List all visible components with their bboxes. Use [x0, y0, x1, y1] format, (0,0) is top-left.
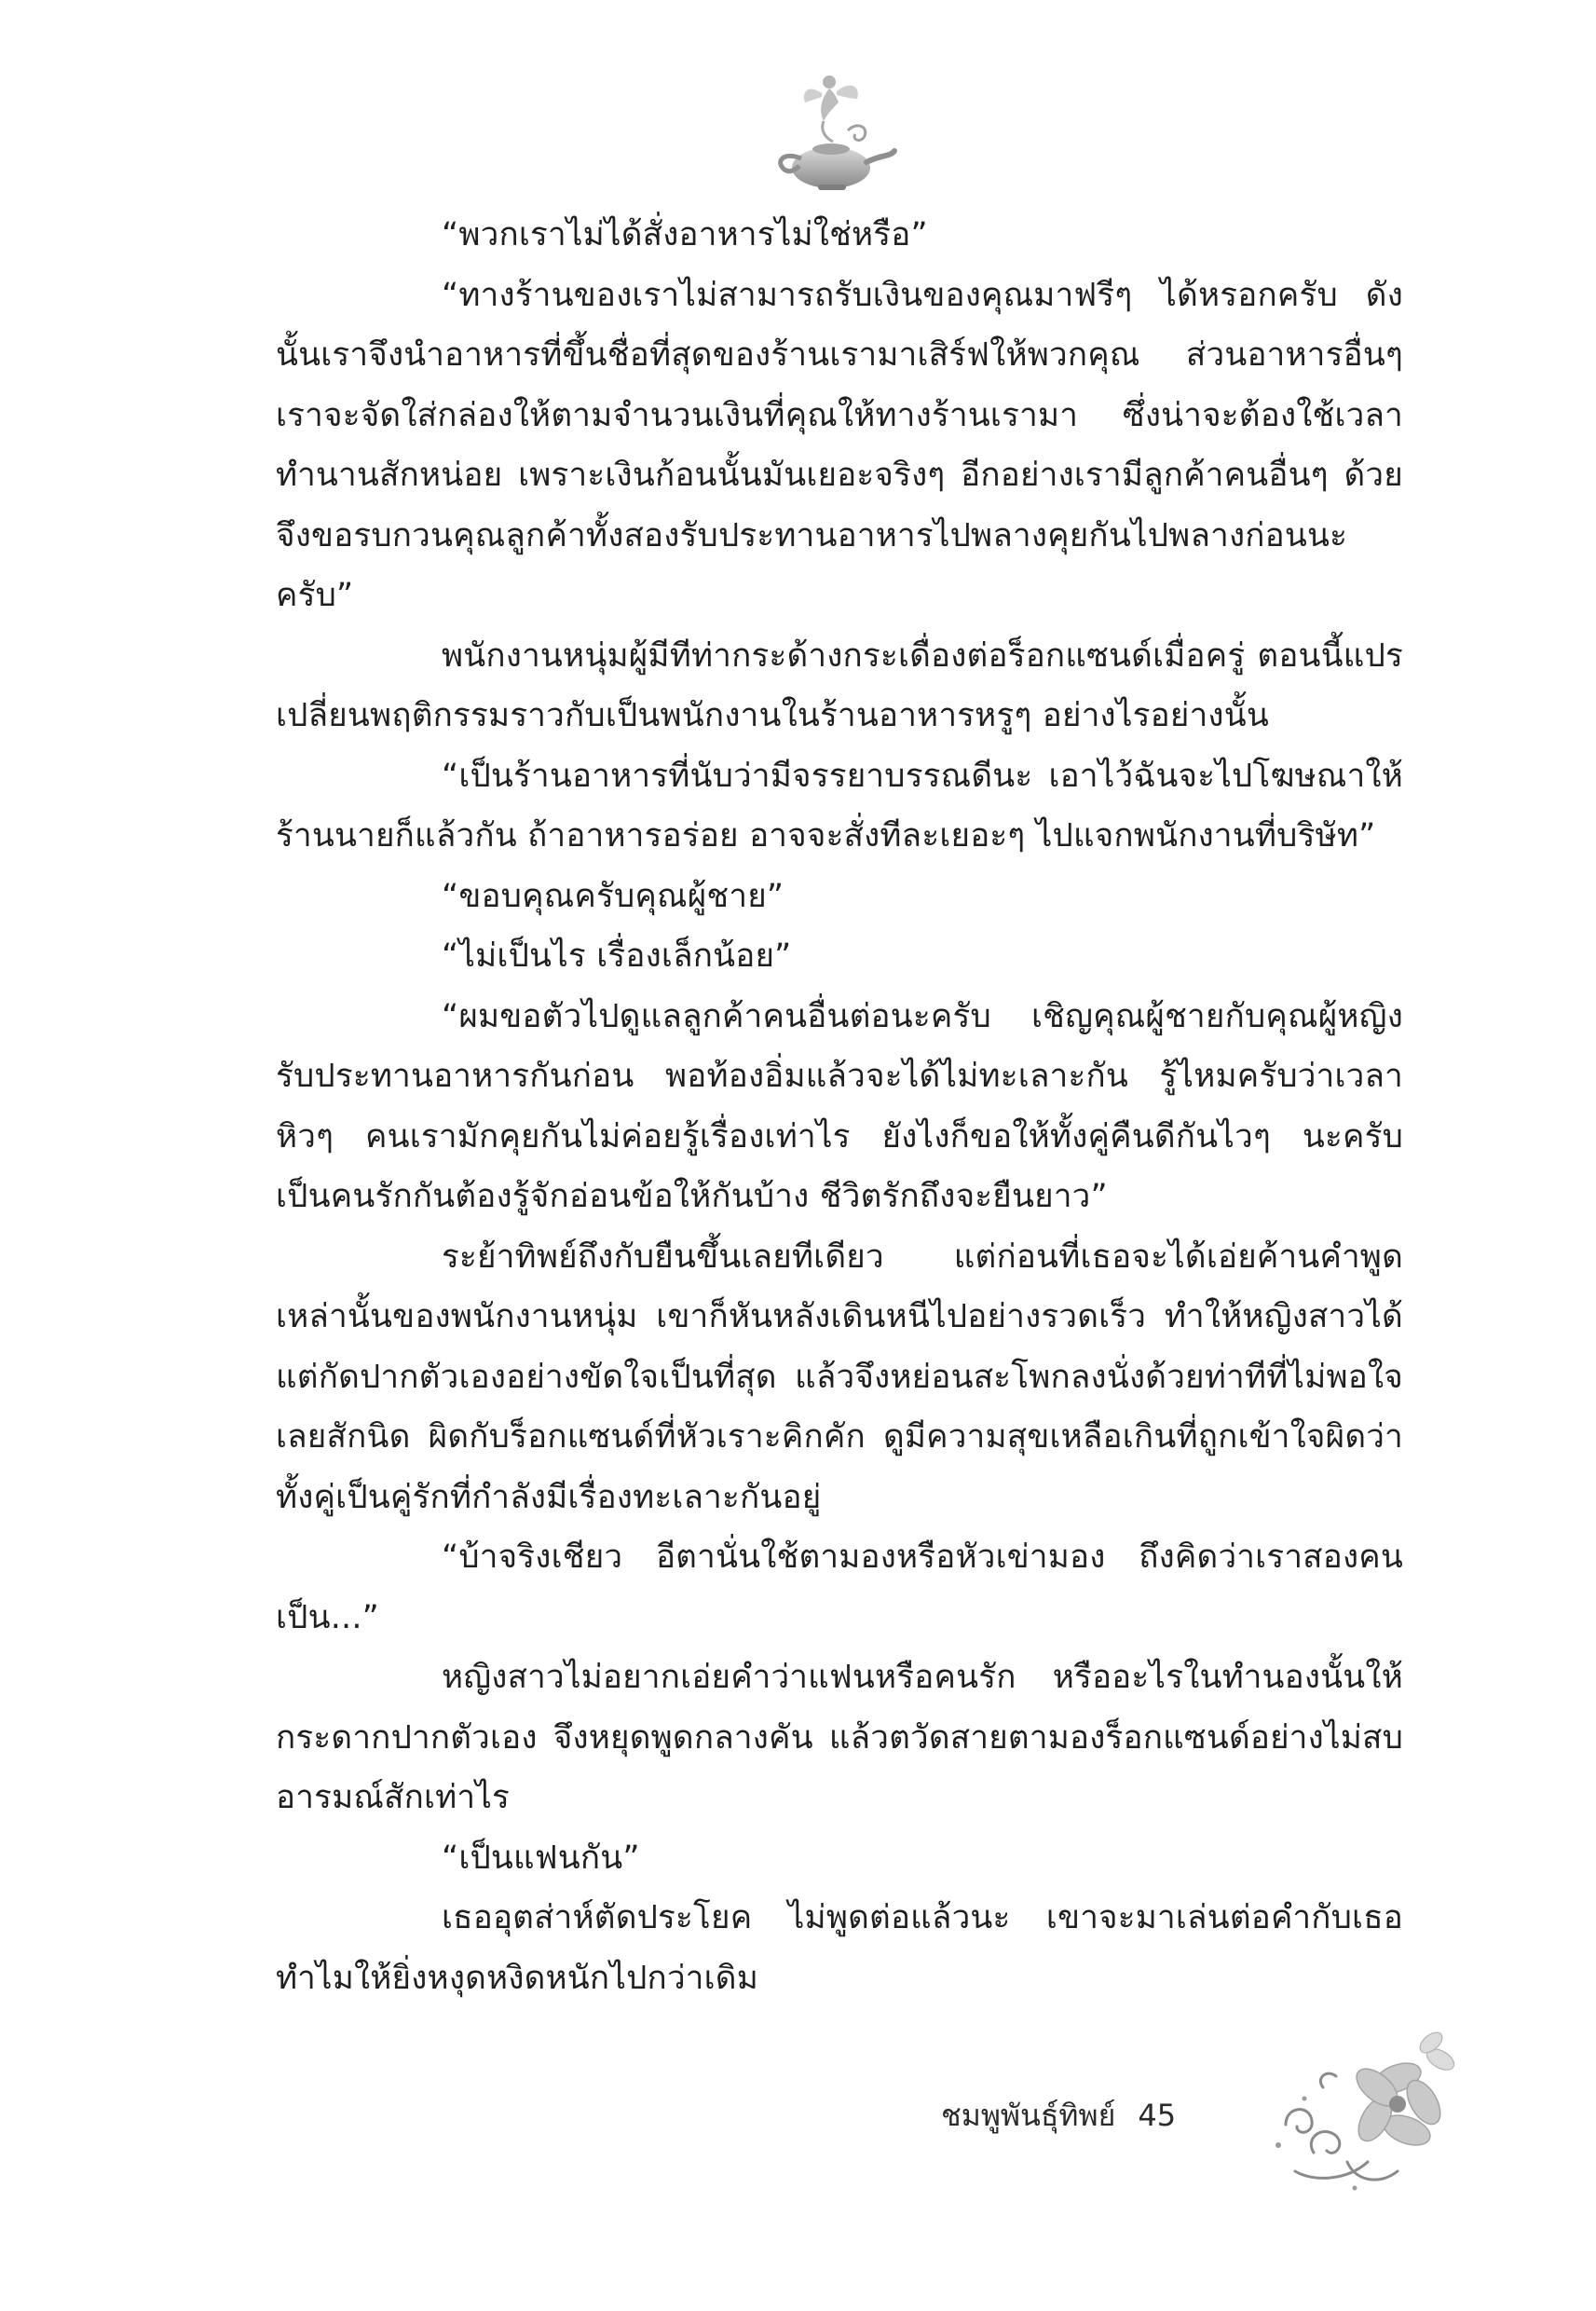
paragraph: หญิงสาวไม่อยากเอ่ยคำว่าแฟนหรือคนรัก หรืออะไรในทำนองนั้นให้กระดากปากตัวเอง จึงหยุดพูดกลางคัน แล้วตวัดสายตามองร็อกแซนด์อย่างไม่สบอารมณ์สักเท่าไร — [276, 1659, 1403, 1816]
paragraph: “ขอบคุณครับคุณผู้ชาย” — [442, 877, 784, 915]
story-text — [276, 205, 1403, 2008]
paragraph: “ผมขอตัวไปดูแลลูกค้าคนอื่นต่อนะครับ เชิญคุณผู้ชายกับคุณผู้หญิงรับประทานอาหารกันก่อน พอท้องอิ่มแล้วจะได้ไม่ทะเลาะกัน รู้ไหมครับว่าเวลาหิวๆ คนเรามักคุยกันไม่ค่อยรู้เรื่องเท่าไร ยังไงก็ขอให้ทั้งคู่คืนดีกันไวๆ นะครับ เป็นคนรักกันต้องรู้จักอ่อนข้อให้กันบ้าง ชีวิตรักถึงจะยืนยาว” — [276, 997, 1403, 1215]
teapot-fairy-icon — [764, 65, 904, 205]
page-footer — [941, 2097, 1176, 2134]
paragraph: “บ้าจริงเชียว อีตานั่นใช้ตามองหรือหัวเข่ามอง ถึงคิดว่าเราสองคนเป็น...” — [276, 1538, 1403, 1636]
paragraph: ระย้าทิพย์ถึงกับยืนขึ้นเลยทีเดียว แต่ก่อนที่เธอจะได้เอ่ยค้านคำพูดเหล่านั้นของพนักงานหนุ่ม เขาก็หันหลังเดินหนีไปอย่างรวดเร็ว ทำให้หญิงสาวได้แต่กัดปากตัวเองอย่างขัดใจเป็นที่สุด แล้วจึงหย่อนสะโพกลงนั่งด้วยท่าทีที่ไม่พอใจเลยสักนิด ผิดกับร็อกแซนด์ที่หัวเราะคิกคัก ดูมีความสุขเหลือเกินที่ถูกเข้าใจผิดว่าทั้งคู่เป็นคู่รักที่กำลังมีเรื่องทะเลาะกันอยู่ — [276, 1238, 1403, 1516]
paragraph: เธออุตส่าห์ตัดประโยค ไม่พูดต่อแล้วนะ เขาจะมาเล่นต่อคำกับเธอทำไมให้ยิ่งหงุดหงิดหนักไปกว่าเดิม — [276, 1899, 1403, 1997]
paragraph: “ทางร้านของเราไม่สามารถรับเงินของคุณมาฟรีๆ ได้หรอกครับ ดังนั้นเราจึงนำอาหารที่ขึ้นชื่อที่สุดของร้านเรามาเสิร์ฟให้พวกคุณ ส่วนอาหารอื่นๆ เราจะจัดใส่กล่องให้ตามจำนวนเงินที่คุณให้ทางร้านเรามา ซึ่งน่าจะต้องใช้เวลาทำนานสักหน่อย เพราะเงินก้อนนั้นมันเยอะจริงๆ อีกอย่างเรามีลูกค้าคนอื่นๆ ด้วยจึงขอรบกวนคุณลูกค้าทั้งสองรับประทานอาหารไปพลางคุยกันไปพลางก่อนนะครับ” — [276, 276, 1403, 614]
book-title: ชมพูพันธุ์ทิพย์ — [941, 2098, 1116, 2133]
paragraph: พนักงานหนุ่มผู้มีทีท่ากระด้างกระเดื่องต่อร็อกแซนด์เมื่อครู่ ตอนนี้แปรเปลี่ยนพฤติกรรมราวกับเป็นพนักงานในร้านอาหารหรูๆ อย่างไรอย่างนั้น — [276, 636, 1403, 734]
paragraph: “พวกเราไม่ได้สั่งอาหารไม่ใช่หรือ” — [442, 216, 928, 253]
flower-swirl-icon — [1258, 2022, 1463, 2208]
paragraph: “เป็นร้านอาหารที่นับว่ามีจรรยาบรรณดีนะ เอาไว้ฉันจะไปโฆษณาให้ร้านนายก็แล้วกัน ถ้าอาหารอร่อย อาจจะสั่งทีละเยอะๆ ไปแจกพนักงานที่บริษัท” — [276, 757, 1403, 855]
paragraph: “เป็นแฟนกัน” — [442, 1839, 640, 1877]
page-number: 45 — [1138, 2098, 1177, 2133]
paragraph: “ไม่เป็นไร เรื่องเล็กน้อย” — [442, 937, 792, 975]
